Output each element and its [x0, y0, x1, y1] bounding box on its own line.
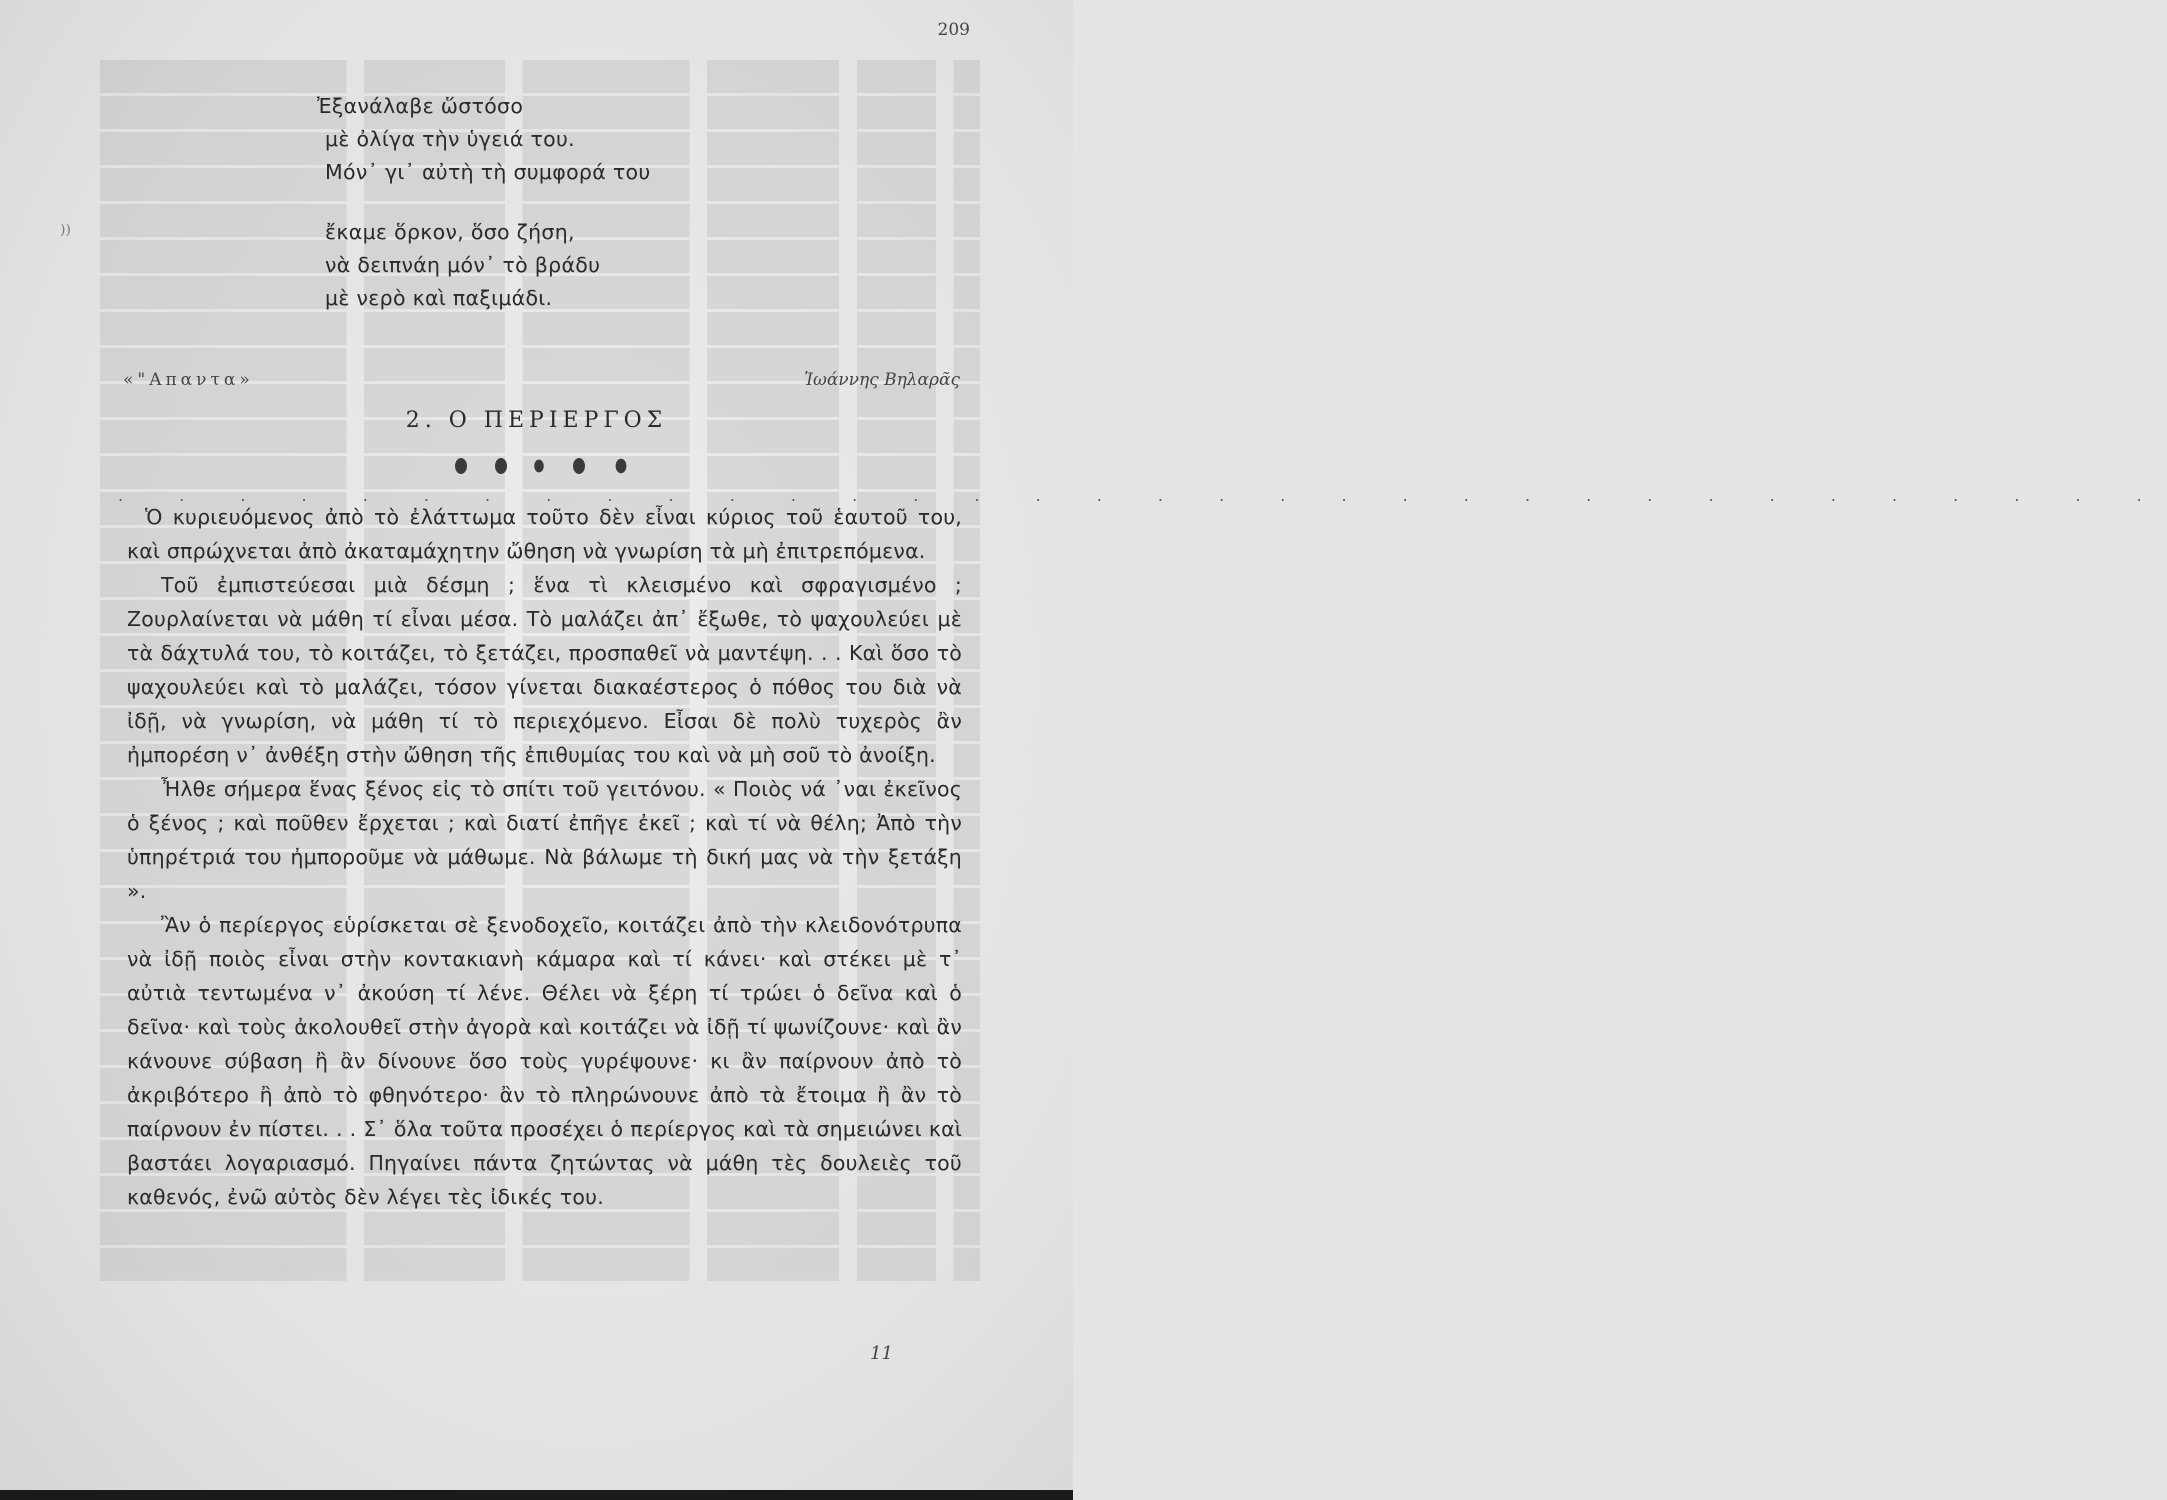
poem-line: νὰ δειπνάη μόν᾽ τὸ βράδυ	[325, 253, 601, 277]
chapter-title: 2. Ο ΠΕΡΙΕΡΓΟΣ	[405, 408, 668, 433]
poem-line: μὲ νερὸ καὶ παξιμάδι.	[325, 286, 553, 310]
poem-line: ἔκαμε ὅρκον, ὅσο ζήση,	[325, 220, 575, 244]
poem-source: «"Απαντα»	[123, 370, 254, 390]
paragraph: Ὁ κυριευόμενος ἀπὸ τὸ ἐλάττωμα τοῦτο δὲν εἶναι κύριος τοῦ ἑαυτοῦ του, καὶ σπρώχνεται ἀπὸ ἀκαταμάχητην ὤθηση νὰ γνωρίση τὰ μὴ ἐπιτρεπόμενα.	[127, 505, 962, 563]
poem-line: Μόν᾽ γι᾽ αὐτὴ τὴ συμφορά του	[325, 160, 651, 184]
ornament-dots-icon	[455, 452, 705, 480]
paragraph: Ἦλθε σήμερα ἕνας ξένος εἰς τὸ σπίτι τοῦ γειτόνου. « Ποιὸς νά ᾽ναι ἐκεῖνος ὁ ξένος ; καὶ ποῦθεν ἔρχεται ; καὶ διατί ἐπῆγε ἐκεῖ ; καὶ τί νὰ θέλη; Ἀπὸ τὴν ὑπηρέτριά του ἠμποροῦμε νὰ μάθωμε. Νὰ βάλωμε τὴ δική μας νὰ τὴν ξετάξη ».	[127, 777, 962, 903]
paragraph: Τοῦ ἐμπιστεύεσαι μιὰ δέσμη ; ἕνα τὶ κλεισμένο καὶ σφραγισμένο ; Ζουρλαίνεται νὰ μάθη τί εἶναι μέσα. Τὸ μαλάζει ἀπ᾽ ἔξωθε, τὸ ψαχουλεύει μὲ τὰ δάχτυλά του, τὸ κοιτάζει, τὸ ξετάζει, προσπαθεῖ νὰ μαντέψη. . . Καὶ ὅσο τὸ ψαχουλεύει καὶ τὸ μαλάζει, τόσον γίνεται διακαέστερος ὁ πόθος του διὰ νὰ ἰδῇ, νὰ γνωρίση, νὰ μάθη τί τὸ περιεχόμενο. Εἶσαι δὲ πολὺ τυχερὸς ἂν ἠμπορέση ν᾽ ἀνθέξη στὴν ὤθηση τῆς ἐπιθυμίας του καὶ νὰ μὴ σοῦ τὸ ἀνοίξη.	[127, 573, 962, 767]
dotted-separator: . . . . . . . . . . . . . . . . . . . . . . . . . . . . . . . . . .	[118, 486, 2167, 505]
signature-mark: 11	[870, 1343, 893, 1364]
poem-line: Ἐξανάλαβε ὥστόσο	[317, 94, 524, 118]
scan-edge	[0, 1490, 1073, 1500]
page-number: 209	[937, 20, 970, 40]
chapter-body	[127, 500, 962, 1214]
poem-author: Ἰωάννης Βηλαρᾶς	[804, 370, 960, 390]
margin-mark: ))	[60, 222, 71, 238]
poem-excerpt	[305, 90, 825, 315]
poem-line: μὲ ὀλίγα τὴν ὑγειά του.	[325, 127, 575, 151]
paragraph: Ἂν ὁ περίεργος εὑρίσκεται σὲ ξενοδοχεῖο, κοιτάζει ἀπὸ τὴν κλειδονότρυπα νὰ ἰδῇ ποιὸς εἶναι στὴν κοντακιανὴ κάμαρα καὶ τί κάνει· καὶ στέκει μὲ τ᾽ αὐτιὰ τεντωμένα ν᾽ ἀκούση τί λένε. Θέλει νὰ ξέρη τί τρώει ὁ δεῖνα καὶ ὁ δεῖνα· καὶ τοὺς ἀκολουθεῖ στὴν ἀγορὰ καὶ κοιτάζει νὰ ἰδῇ τί ψωνίζουνε· καὶ ἂν κάνουνε σύβαση ἢ ἂν δίνουνε ὅσο τοὺς γυρέψουνε· κι ἂν παίρνουν ἀπὸ τὸ ἀκριβότερο ἢ ἀπὸ τὸ φθηνότερο· ἂν τὸ πληρώνουνε ἀπὸ τὰ ἔτοιμα ἢ ἂν τὸ παίρνουν ἐν πίστει. . . Σ᾽ ὅλα τοῦτα προσέχει ὁ περίεργος καὶ τὰ σημειώνει καὶ βαστάει λογαριασμό. Πηγαίνει πάντα ζητώντας νὰ μάθη τὲς δουλειὲς τοῦ καθενός, ἐνῶ αὐτὸς δὲν λέγει τὲς ἰδικές του.	[127, 913, 962, 1209]
